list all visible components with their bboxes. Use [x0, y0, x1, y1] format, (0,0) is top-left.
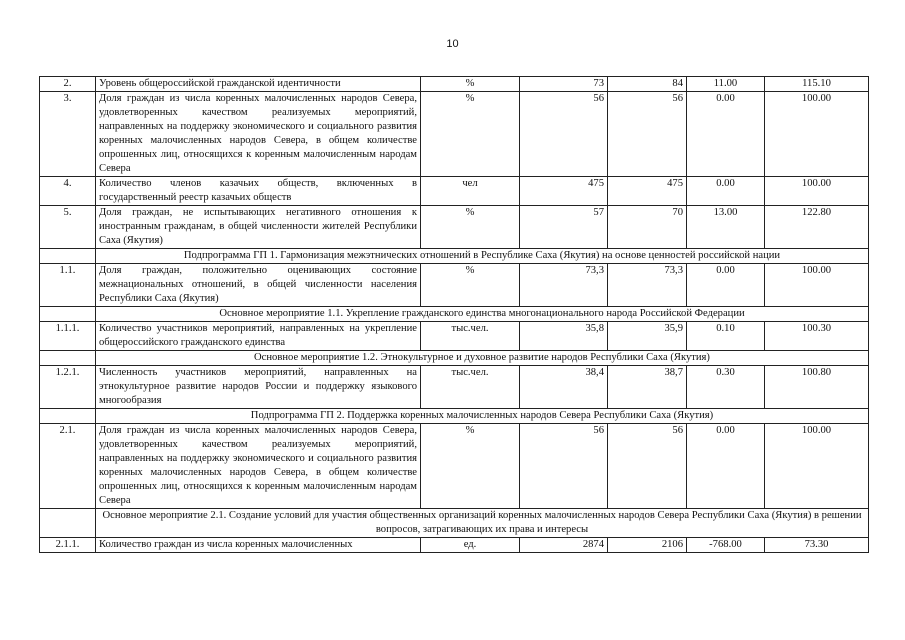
table-row — [40, 177, 869, 206]
unit-cell: тыс.чел. — [421, 366, 520, 409]
percent-value: 122.80 — [765, 206, 869, 249]
indicator-description: Доля граждан из числа коренных малочисленных народов Севера, удовлетворенных качеством реализуемых мероприятий, направленных на поддержку экономического и социального развития коренных малочисленных народов Севера, в общем количестве опрошенных лиц, относящихся к коренным малочисленным народам Севера — [96, 92, 421, 177]
actual-value: 2106 — [608, 538, 687, 553]
row-number: 4. — [40, 177, 96, 206]
planned-value: 73 — [520, 77, 608, 92]
section-row — [40, 409, 869, 424]
percent-value: 115.10 — [765, 77, 869, 92]
section-row — [40, 249, 869, 264]
section-row — [40, 351, 869, 366]
table-row — [40, 77, 869, 92]
section-row — [40, 509, 869, 538]
unit-cell: ед. — [421, 538, 520, 553]
percent-value: 73.30 — [765, 538, 869, 553]
actual-value: 70 — [608, 206, 687, 249]
indicators-table — [39, 76, 869, 553]
section-empty-cell — [40, 351, 96, 366]
deviation-value: 0.30 — [687, 366, 765, 409]
section-empty-cell — [40, 409, 96, 424]
deviation-value: 0.00 — [687, 92, 765, 177]
percent-value: 100.00 — [765, 424, 869, 509]
row-number: 1.1.1. — [40, 322, 96, 351]
deviation-value: 0.10 — [687, 322, 765, 351]
actual-value: 35,9 — [608, 322, 687, 351]
section-empty-cell — [40, 307, 96, 322]
unit-cell: % — [421, 424, 520, 509]
actual-value: 475 — [608, 177, 687, 206]
deviation-value: 0.00 — [687, 177, 765, 206]
deviation-value: 13.00 — [687, 206, 765, 249]
planned-value: 73,3 — [520, 264, 608, 307]
actual-value: 38,7 — [608, 366, 687, 409]
section-empty-cell — [40, 249, 96, 264]
planned-value: 35,8 — [520, 322, 608, 351]
actual-value: 56 — [608, 424, 687, 509]
deviation-value: -768.00 — [687, 538, 765, 553]
percent-value: 100.00 — [765, 177, 869, 206]
deviation-value: 0.00 — [687, 264, 765, 307]
indicator-description: Доля граждан, положительно оценивающих состояние межнациональных отношений, в общей численности населения Республики Саха (Якутия) — [96, 264, 421, 307]
actual-value: 84 — [608, 77, 687, 92]
indicator-description: Доля граждан из числа коренных малочисленных народов Севера, удовлетворенных качеством реализуемых мероприятий, направленных на поддержку экономического и социального развития коренных малочисленных народов Севера, в общем количестве опрошенных лиц, относящихся к коренным малочисленным народам Севера — [96, 424, 421, 509]
row-number: 1.1. — [40, 264, 96, 307]
indicator-description: Доля граждан, не испытывающих негативного отношения к иностранным гражданам, в общей численности жителей Республики Саха (Якутия) — [96, 206, 421, 249]
unit-cell: % — [421, 92, 520, 177]
unit-cell: % — [421, 77, 520, 92]
percent-value: 100.80 — [765, 366, 869, 409]
percent-value: 100.00 — [765, 264, 869, 307]
row-number: 2.1. — [40, 424, 96, 509]
percent-value: 100.00 — [765, 92, 869, 177]
percent-value: 100.30 — [765, 322, 869, 351]
section-title: Подпрограмма ГП 1. Гармонизация межэтнических отношений в Республике Саха (Якутия) на основе ценностей российской нации — [96, 249, 869, 264]
table-row — [40, 424, 869, 509]
row-number: 5. — [40, 206, 96, 249]
actual-value: 56 — [608, 92, 687, 177]
section-title: Основное мероприятие 1.1. Укрепление гражданского единства многонационального народа Российской Федерации — [96, 307, 869, 322]
table-row — [40, 206, 869, 249]
deviation-value: 11.00 — [687, 77, 765, 92]
indicator-description: Количество граждан из числа коренных малочисленных — [96, 538, 421, 553]
planned-value: 38,4 — [520, 366, 608, 409]
row-number: 2.1.1. — [40, 538, 96, 553]
section-title: Основное мероприятие 2.1. Создание условий для участия общественных организаций коренных малочисленных народов Севера Республики Саха (Якутия) в решении вопросов, затрагивающих их права и интересы — [96, 509, 869, 538]
row-number: 2. — [40, 77, 96, 92]
planned-value: 475 — [520, 177, 608, 206]
unit-cell: чел — [421, 177, 520, 206]
indicator-description: Численность участников мероприятий, направленных на этнокультурное развитие народов России и поддержку языкового многообразия — [96, 366, 421, 409]
unit-cell: % — [421, 264, 520, 307]
table-row — [40, 538, 869, 553]
table-row — [40, 92, 869, 177]
indicator-description: Уровень общероссийской гражданской идентичности — [96, 77, 421, 92]
indicator-description: Количество участников мероприятий, направленных на укрепление общероссийского гражданского единства — [96, 322, 421, 351]
row-number: 1.2.1. — [40, 366, 96, 409]
actual-value: 73,3 — [608, 264, 687, 307]
planned-value: 2874 — [520, 538, 608, 553]
section-empty-cell — [40, 509, 96, 538]
deviation-value: 0.00 — [687, 424, 765, 509]
unit-cell: % — [421, 206, 520, 249]
section-title: Подпрограмма ГП 2. Поддержка коренных малочисленных народов Севера Республики Саха (Якутия) — [96, 409, 869, 424]
indicator-description: Количество членов казачьих обществ, включенных в государственный реестр казачьих обществ — [96, 177, 421, 206]
planned-value: 57 — [520, 206, 608, 249]
section-row — [40, 307, 869, 322]
page-number: 10 — [446, 38, 459, 50]
unit-cell: тыс.чел. — [421, 322, 520, 351]
row-number: 3. — [40, 92, 96, 177]
section-title: Основное мероприятие 1.2. Этнокультурное и духовное развитие народов Республики Саха (Якутия) — [96, 351, 869, 366]
planned-value: 56 — [520, 92, 608, 177]
table-row — [40, 322, 869, 351]
table-row — [40, 366, 869, 409]
table-row — [40, 264, 869, 307]
planned-value: 56 — [520, 424, 608, 509]
